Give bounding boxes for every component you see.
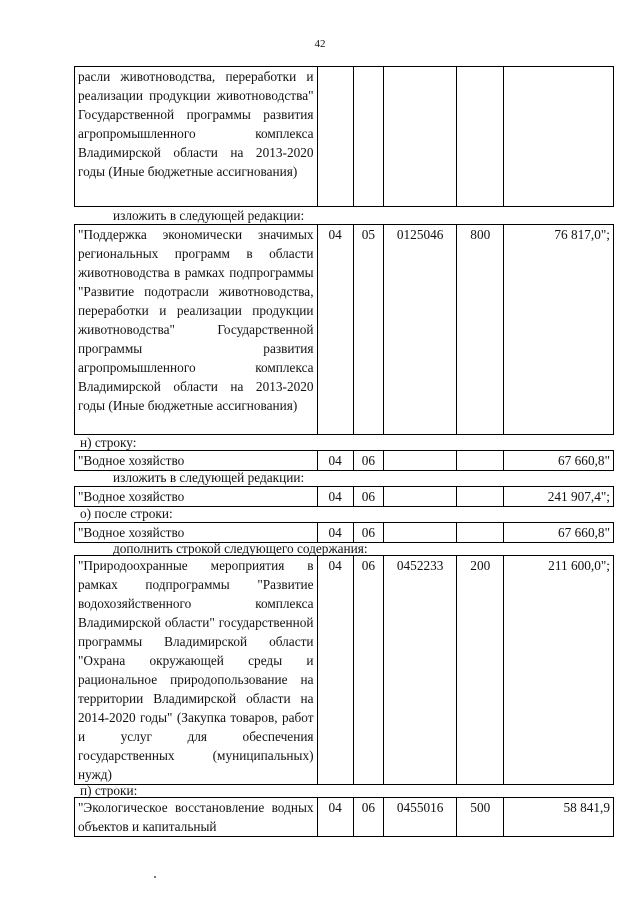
table-row [74, 486, 614, 507]
instruction-text: н) строку: [80, 435, 137, 450]
row-description: "Поддержка экономически значимых региональных программ в области животноводства в рамках подпрограммы "Развитие подотрасли животноводства, переработки и реализации продукции животноводства" Государственной программы развития агропромышленного комплекса Владимирской области на 2013-2020 годы (Иные бюджетные ассигнования) [75, 225, 318, 435]
table-row [74, 450, 614, 471]
cell-amount: 76 817,0"; [504, 225, 614, 435]
row-description: "Экологическое восстановление водных объектов и капитальный [75, 798, 318, 837]
scan-speck [154, 876, 156, 878]
cell-target-code: 0455016 [383, 798, 457, 837]
page-number: 42 [314, 38, 326, 50]
table-row [74, 224, 614, 435]
cell-amount: 211 600,0"; [504, 556, 614, 785]
cell-target-code [383, 67, 457, 207]
cell-target-code: 0452233 [383, 556, 457, 785]
cell-expense-type [457, 523, 504, 543]
cell-expense-type: 800 [457, 225, 504, 435]
cell-expense-type [457, 487, 504, 507]
row-description: "Природоохранные мероприятия в рамках подпрограммы "Развитие водохозяйственного комплекса Владимирской области" государственной программы Владимирской области "Охрана окружающей среды и рациональное природопользование на территории Владимирской области на 2014-2020 годы" (Закупка товаров, работ и услуг для обеспечения государственных (муниципальных) нужд) [75, 556, 318, 785]
instruction-text: изложить в следующей редакции: [113, 470, 305, 485]
row-description: "Водное хозяйство [75, 487, 318, 507]
cell-subsection: 06 [353, 487, 383, 507]
cell-amount: 58 841,9 [504, 798, 614, 837]
cell-expense-type: 500 [457, 798, 504, 837]
cell-expense-type [457, 67, 504, 207]
cell-amount: 241 907,4"; [504, 487, 614, 507]
instruction-text: п) строки: [80, 783, 138, 798]
row-description: "Водное хозяйство [75, 451, 318, 471]
table-row [74, 797, 614, 837]
cell-subsection: 06 [353, 523, 383, 543]
row-description: "Водное хозяйство [75, 523, 318, 543]
cell-target-code [383, 523, 457, 543]
cell-section: 04 [317, 451, 353, 471]
cell-amount: 67 660,8" [504, 523, 614, 543]
cell-subsection: 06 [353, 556, 383, 785]
cell-section: 04 [317, 487, 353, 507]
cell-amount [504, 67, 614, 207]
row-description: расли животноводства, переработки и реализации продукции животноводства" Государственной программы развития агропромышленного комплекса Владимирской области на 2013-2020 годы (Иные бюджетные ассигнования) [75, 67, 318, 207]
cell-section [317, 67, 353, 207]
cell-expense-type: 200 [457, 556, 504, 785]
cell-section: 04 [317, 523, 353, 543]
cell-target-code: 0125046 [383, 225, 457, 435]
instruction-text: о) после строки: [80, 506, 173, 521]
cell-section: 04 [317, 798, 353, 837]
cell-section: 04 [317, 556, 353, 785]
table-row [74, 555, 614, 785]
cell-target-code [383, 487, 457, 507]
cell-subsection: 05 [353, 225, 383, 435]
cell-amount: 67 660,8" [504, 451, 614, 471]
cell-subsection: 06 [353, 451, 383, 471]
table-row [74, 66, 614, 207]
instruction-text: изложить в следующей редакции: [113, 208, 305, 223]
cell-subsection [353, 67, 383, 207]
cell-section: 04 [317, 225, 353, 435]
cell-subsection: 06 [353, 798, 383, 837]
cell-expense-type [457, 451, 504, 471]
instruction-text: дополнить строкой следующего содержания: [113, 541, 368, 556]
cell-target-code [383, 451, 457, 471]
